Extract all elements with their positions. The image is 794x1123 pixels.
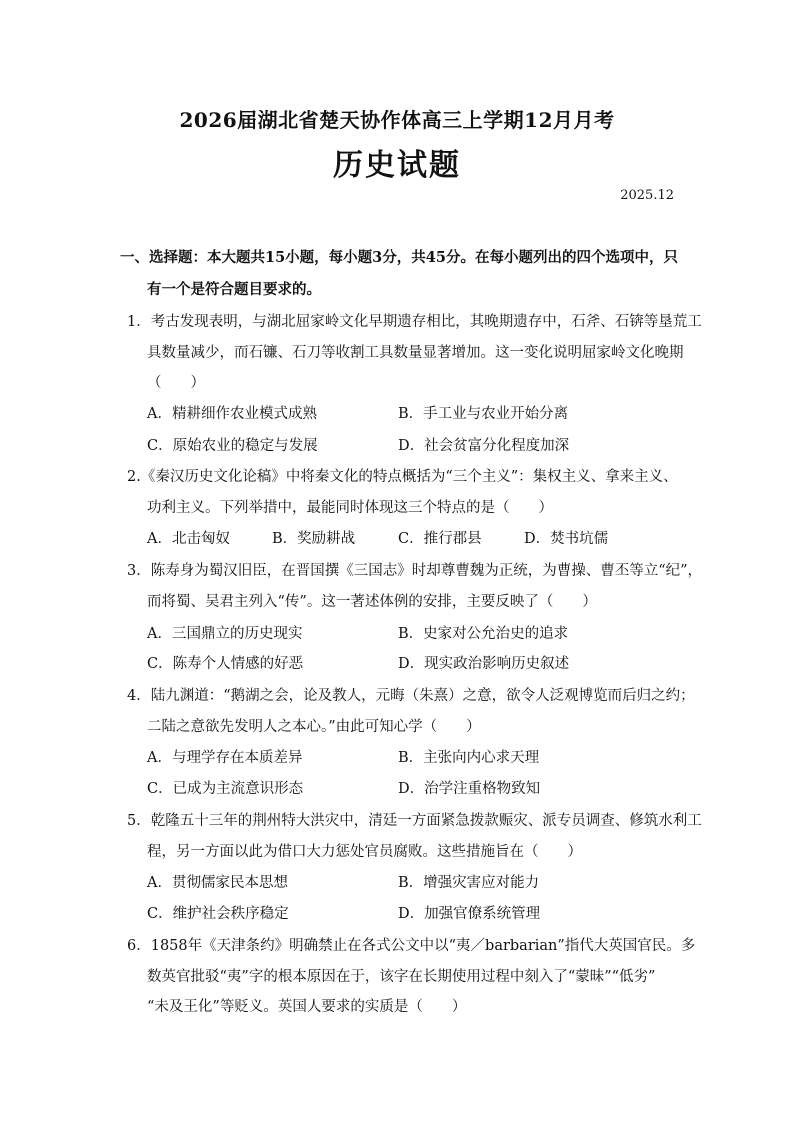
question-5-option-d[interactable]: D．加强官僚系统管理 [398, 906, 541, 922]
exam-date: 2025.12 [620, 188, 674, 203]
section-heading-line-2: 有一个是符合题目要求的。 [147, 281, 321, 298]
question-3-option-b[interactable]: B．史家对公允治史的追求 [398, 626, 569, 642]
question-4-option-b[interactable]: B．主张向内心求天理 [398, 750, 540, 766]
question-3-option-a[interactable]: A．三国鼎立的历史现实 [147, 626, 303, 642]
question-4-option-a[interactable]: A．与理学存在本质差异 [147, 750, 303, 766]
question-5-option-b[interactable]: B．增强灾害应对能力 [398, 875, 540, 891]
question-4-line-2: 二陆之意欲先发明人之本心。”由此可知心学（ ） [147, 719, 481, 735]
question-2-option-c[interactable]: C．推行郡县 [398, 531, 482, 547]
question-6-line-1: 6．1858年《天津条约》明确禁止在各式公文中以“夷／barbarian”指代大英国官民。多 [127, 938, 696, 954]
question-3-line-2: 而将蜀、吴君主列入“传”。这一著述体例的安排，主要反映了（ ） [147, 594, 597, 610]
question-3-option-d[interactable]: D．现实政治影响历史叙述 [398, 656, 570, 672]
question-6-line-2: 数英官批驳“夷”字的根本原因在于，该字在长期使用过程中刻入了“蒙昧”“低劣” [147, 969, 656, 985]
question-6-line-3: “未及王化”等贬义。英国人要求的实质是（ ） [147, 999, 467, 1015]
question-4-line-1: 4．陆九渊道：“鹅湖之会，论及教人，元晦（朱熹）之意，欲令人泛观博览而后归之约； [127, 688, 695, 704]
question-1-option-a[interactable]: A．精耕细作农业模式成熟 [147, 406, 317, 422]
question-5-line-2: 程，另一方面以此为借口大力惩处官员腐败。这些措施旨在（ ） [147, 844, 582, 860]
question-2-option-d[interactable]: D．焚书坑儒 [524, 531, 609, 547]
question-3-line-1: 3．陈寿身为蜀汉旧臣，在晋国撰《三国志》时却尊曹魏为正统，为曹操、曹丕等立“纪”， [127, 563, 703, 579]
question-1-line-3: （ ） [147, 375, 205, 391]
question-1-line-1: 1．考古发现表明，与湖北屈家岭文化早期遗存相比，其晚期遗存中，石斧、石锛等垦荒工 [127, 314, 702, 330]
section-heading-line-1: 一、选择题：本大题共15小题，每小题3分，共45分。在每小题列出的四个选项中，只 [120, 249, 678, 266]
question-1-line-2: 具数量减少，而石镰、石刀等收割工具数量显著增加。这一变化说明屈家岭文化晚期 [147, 345, 684, 361]
question-1-option-d[interactable]: D．社会贫富分化程度加深 [398, 438, 570, 454]
exam-subject-title: 历史试题 [333, 148, 461, 183]
question-5-line-1: 5．乾隆五十三年的荆州特大洪灾中，清廷一方面紧急拨款赈灾、派专员调查、修筑水利工 [127, 813, 702, 829]
question-2-line-1: 2.《秦汉历史文化论稿》中将秦文化的特点概括为“三个主义”：集权主义、拿来主义、 [127, 469, 678, 485]
question-1-option-b[interactable]: B．手工业与农业开始分离 [398, 406, 569, 422]
question-2-line-2: 功利主义。下列举措中，最能同时体现这三个特点的是（ ） [147, 500, 553, 516]
question-4-option-d[interactable]: D．治学注重格物致知 [398, 781, 541, 797]
question-3-option-c[interactable]: C．陈寿个人情感的好恶 [147, 656, 304, 672]
question-5-option-c[interactable]: C．维护社会秩序稳定 [147, 906, 289, 922]
question-4-option-c[interactable]: C．已成为主流意识形态 [147, 781, 304, 797]
exam-title: 2026届湖北省楚天协作体高三上学期12月月考 [179, 108, 615, 132]
question-5-option-a[interactable]: A．贯彻儒家民本思想 [147, 875, 288, 891]
question-1-option-c[interactable]: C．原始农业的稳定与发展 [147, 438, 318, 454]
question-2-option-a[interactable]: A．北击匈奴 [147, 531, 230, 547]
question-2-option-b[interactable]: B．奖励耕战 [272, 531, 356, 547]
